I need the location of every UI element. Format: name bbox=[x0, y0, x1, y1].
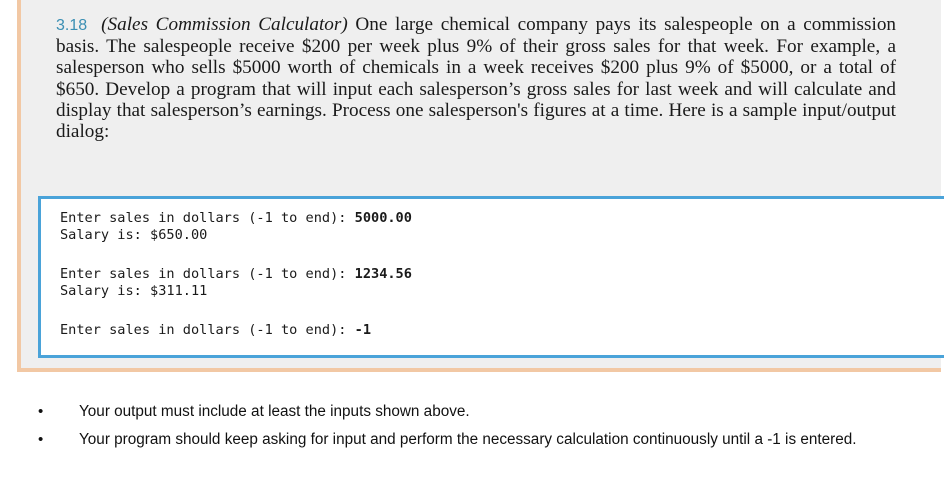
exercise-body: One large chemical company pays its salespeople on a commission basis. The salespeople receive $200 per week plus 9% of their gross sales for that week. For example, a salesperson who sells $5000 worth of chemicals in a week receives $200 plus 9% of $5000, or a total of $650. Develop a program that will input each salesperson’s gross sales for last week and will calculate and display that salesperson’s earnings. Process one salesperson's figures at a time. Here is a sample input/output dialog: bbox=[56, 14, 897, 143]
requirements-list bbox=[38, 401, 928, 457]
exercise-number: 3.18 bbox=[56, 17, 88, 34]
dialog-prompt: Enter sales in dollars (-1 to end): bbox=[60, 266, 355, 282]
exercise-title: (Sales Commission Calculator) bbox=[101, 14, 348, 35]
bullet-icon: • bbox=[38, 403, 44, 420]
requirement-text: Your output must include at least the inputs shown above. bbox=[79, 403, 470, 420]
sample-dialog-box bbox=[38, 196, 944, 358]
dialog-output: Salary is: $650.00 bbox=[60, 227, 208, 243]
dialog-prompt: Enter sales in dollars (-1 to end): bbox=[60, 210, 355, 226]
exercise-text bbox=[56, 14, 896, 142]
dialog-prompt: Enter sales in dollars (-1 to end): bbox=[60, 322, 355, 338]
requirement-item bbox=[38, 429, 928, 451]
dialog-input: 1234.56 bbox=[354, 266, 412, 282]
dialog-entry bbox=[60, 266, 412, 300]
dialog-entry bbox=[60, 210, 412, 244]
dialog-output: Salary is: $311.11 bbox=[60, 283, 208, 299]
dialog-input: 5000.00 bbox=[354, 210, 412, 226]
bullet-icon: • bbox=[38, 431, 44, 448]
dialog-input: -1 bbox=[354, 322, 372, 338]
dialog-entry bbox=[60, 322, 371, 339]
requirement-text: Your program should keep asking for input and perform the necessary calculation continuously until a -1 is entered. bbox=[79, 431, 857, 448]
exercise-panel bbox=[17, 0, 941, 372]
requirement-item bbox=[38, 401, 928, 423]
